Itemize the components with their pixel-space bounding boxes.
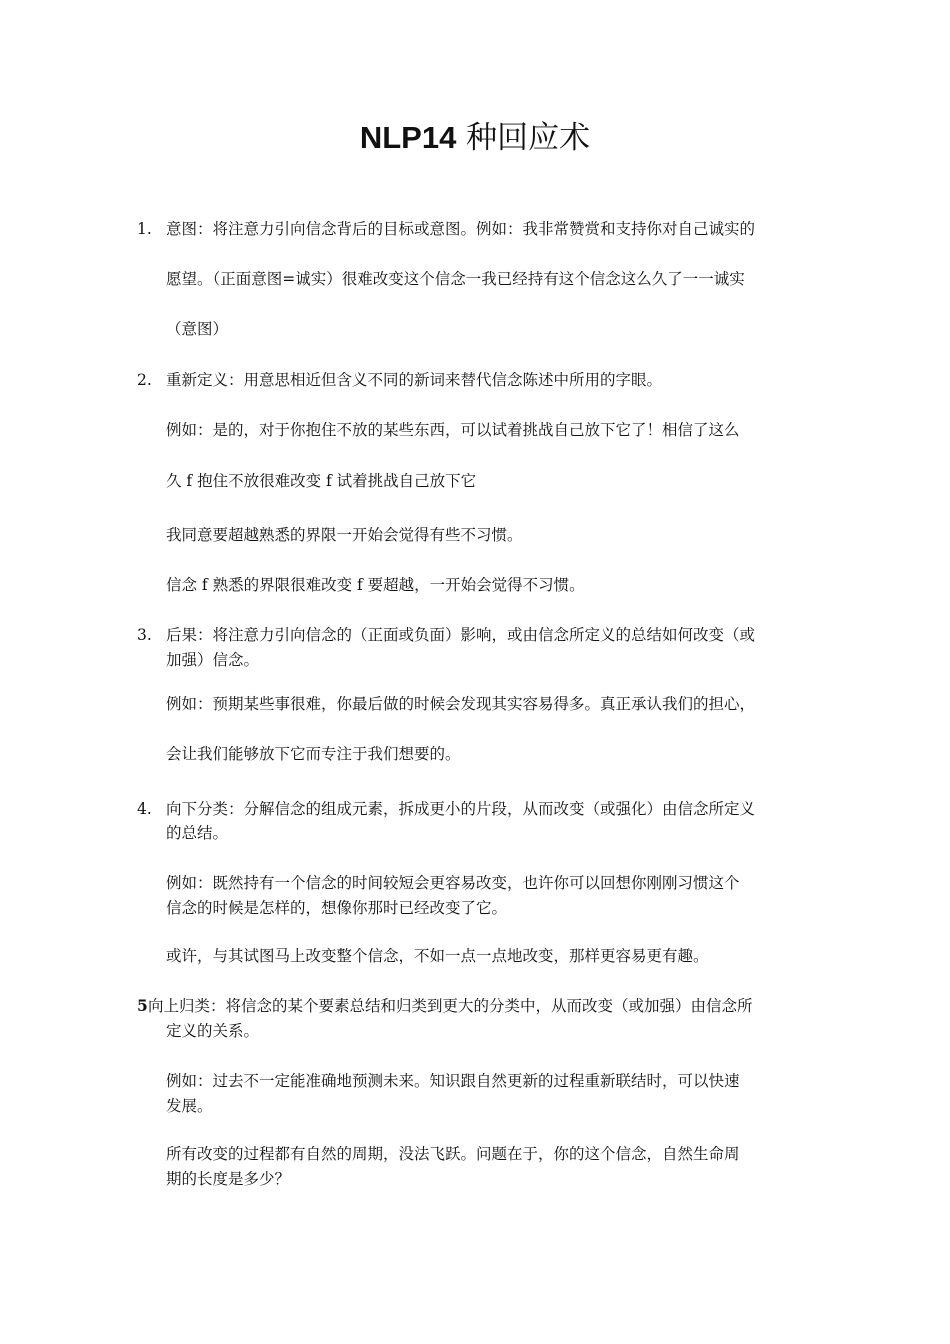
item-5-line-2: 定义的关系。 xyxy=(166,1022,260,1040)
item-2-example-line-3: 我同意要超越熟悉的界限一开始会觉得有些不习惯。 xyxy=(166,526,523,544)
item-2-example-line-1: 例如：是的，对于你抱住不放的某些东西，可以试着挑战自己放下它了！相信了这么 xyxy=(166,421,740,439)
item-3-example-line-2: 会让我们能够放下它而专注于我们想要的。 xyxy=(166,745,461,763)
item-4-line-2: 的总结。 xyxy=(166,824,229,842)
item-3-line-2: 加强）信念。 xyxy=(166,651,260,669)
item-3-line-1: 后果：将注意力引向信念的（正面或负面）影响，或由信念所定义的总结如何改变（或 xyxy=(166,626,756,644)
item-1-line-2: 愿望。（正面意图=诚实）很难改变这个信念一我已经持有这个信念这么久了一一诚实 xyxy=(166,270,745,288)
item-2-example-line-2: 久 f 抱住不放很难改变 f 试着挑战自己放下它 xyxy=(166,472,477,490)
item-2-line-1: 重新定义：用意思相近但含义不同的新词来替代信念陈述中所用的字眼。 xyxy=(166,371,663,389)
item-4-example-line-3: 或许，与其试图马上改变整个信念，不如一点一点地改变，那样更容易更有趣。 xyxy=(166,947,709,965)
item-4-example-line-1: 例如：既然持有一个信念的时间较短会更容易改变，也许你可以回想你刚刚习惯这个 xyxy=(166,874,740,892)
item-4-number: 4. xyxy=(137,800,152,818)
item-3-example-line-1: 例如：预期某些事很难，你最后做的时候会发现其实容易得多。真正承认我们的担心， xyxy=(166,695,756,713)
item-5-example-line-3: 所有改变的过程都有自然的周期，没法飞跃。问题在于，你的这个信念，自然生命周 xyxy=(166,1145,740,1163)
item-1-line-3: （意图） xyxy=(166,320,229,338)
title-latin: NLP14 xyxy=(359,120,457,155)
item-5-number: 5 xyxy=(137,996,148,1015)
item-1-line-1: 意图：将注意力引向信念背后的目标或意图。例如：我非常赞赏和支持你对自己诚实的 xyxy=(166,220,756,238)
item-4-line-1: 向下分类：分解信念的组成元素，拆成更小的片段，从而改变（或强化）由信念所定义 xyxy=(166,800,756,818)
item-5-example-line-2: 发展。 xyxy=(166,1097,213,1115)
item-1-number: 1. xyxy=(137,220,152,238)
item-3-number: 3. xyxy=(137,626,152,644)
item-5-example-line-1: 例如：过去不一定能准确地预测未来。知识跟自然更新的过程重新联结时，可以快速 xyxy=(166,1072,740,1090)
item-2-number: 2. xyxy=(137,371,152,389)
item-2-example-line-4: 信念 f 熟悉的界限很难改变 f 要超越，一开始会觉得不习惯。 xyxy=(166,576,585,594)
item-5-example-line-4: 期的长度是多少？ xyxy=(166,1170,291,1188)
document-title xyxy=(0,112,950,157)
item-5-line-1: 向上归类：将信念的某个要素总结和归类到更大的分类中，从而改变（或加强）由信念所 xyxy=(148,997,753,1015)
item-4-example-line-2: 信念的时候是怎样的，想像你那时已经改变了它。 xyxy=(166,899,508,917)
title-chinese: 种回应术 xyxy=(466,120,591,156)
